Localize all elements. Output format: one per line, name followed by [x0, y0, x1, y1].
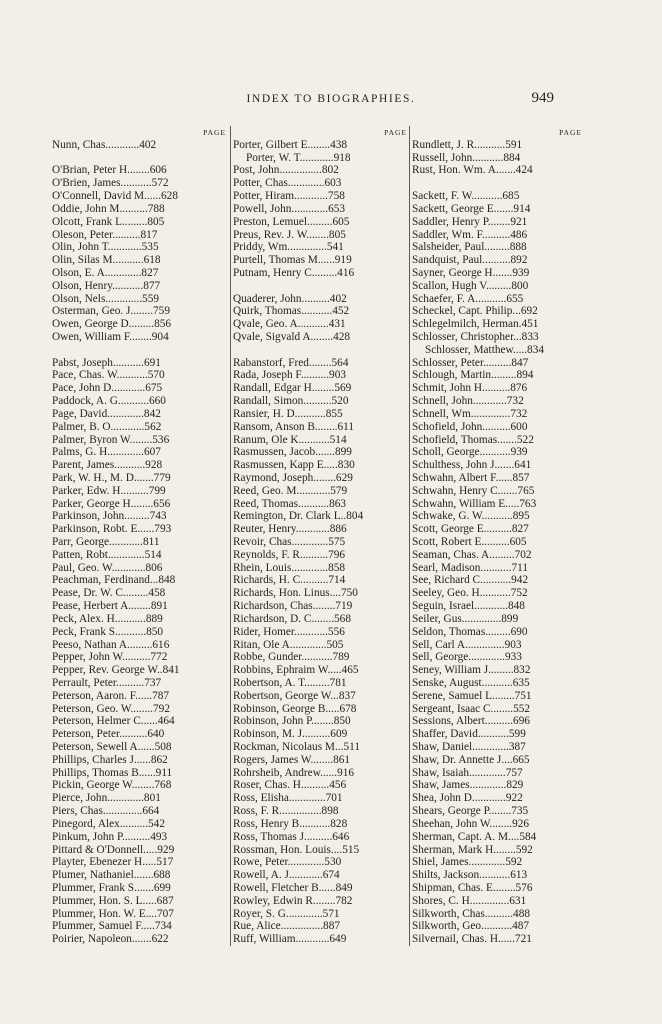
- index-entry: Scott, George E..........827: [412, 523, 529, 536]
- index-entry: Shaw, James.............829: [412, 779, 524, 792]
- index-entry: Sheehan, John W........926: [412, 817, 530, 830]
- index-entry: Pace, John D............675: [52, 382, 163, 395]
- index-entry: Schlosser, Matthew.....834: [425, 343, 544, 356]
- index-entry: Ross, Thomas J..........646: [233, 830, 350, 843]
- index-entry: Olson, Henry...........877: [52, 279, 161, 292]
- index-entry: Sherman, Capt. A. M....584: [412, 830, 537, 843]
- index-entry: Royer, S. G.............571: [233, 907, 340, 920]
- index-entry: Paddock, A. G...........660: [52, 395, 166, 408]
- index-entry: Ranum, Ole K...........514: [233, 433, 347, 446]
- index-entry: Sandquist, Paul..........892: [412, 254, 528, 267]
- index-entry: Rowell, Fletcher B......849: [233, 881, 353, 894]
- index-entry: Ritan, Ole A.............505: [233, 638, 344, 651]
- index-entry: Oleson, Peter..........817: [52, 228, 158, 241]
- index-entry: Pickin, George W........768: [52, 779, 172, 792]
- page-title: INDEX TO BIOGRAPHIES.: [246, 93, 416, 105]
- index-entry: Reed, Thomas...........863: [233, 497, 347, 510]
- index-entry: Seguin, Israel............848: [412, 600, 525, 613]
- index-entry: Schlosser, Peter..........847: [412, 356, 529, 369]
- index-entry: Schwahn, Albert F......857: [412, 471, 530, 484]
- index-entry: Quirk, Thomas...........452: [233, 305, 350, 318]
- blank-line: [52, 344, 226, 357]
- index-entry: Saddler, Henry P........921: [412, 215, 528, 228]
- index-entry: Rider, Homer............556: [233, 625, 345, 638]
- index-entry: Scheckel, Capt. Philip...692: [412, 305, 538, 318]
- index-entry: Rowley, Edwin R........782: [233, 894, 353, 907]
- index-entry: Robinson, George B.....678: [233, 702, 357, 715]
- index-entry: Robertson, George W...837: [233, 689, 356, 702]
- index-entry: Olson, Nels.............559: [52, 292, 160, 305]
- index-entry: Schlough, Martin.........894: [412, 369, 534, 382]
- index-entry: Pinkum, John P..........493: [52, 830, 168, 843]
- index-entry: Schmit, John H..........876: [412, 382, 528, 395]
- index-entry: Phillips, Thomas B......911: [52, 766, 173, 779]
- index-entry: Pepper, John W..........772: [52, 651, 168, 664]
- index-entry: Schlosser, Christopher...833: [412, 331, 539, 343]
- index-entry: Schwahn, Henry C.......765: [412, 484, 535, 497]
- index-entry: Richards, Hon. Linus....750: [233, 587, 358, 600]
- index-entry: Pease, Dr. W. C.........458: [52, 587, 166, 600]
- index-entry: Poirier, Napoleon.......622: [52, 933, 169, 946]
- index-entry: Potter, Chas.............603: [233, 177, 342, 190]
- index-entry: Scallon, Hugh V.........800: [412, 279, 529, 292]
- index-entry: Ross, Henry B...........828: [233, 817, 348, 830]
- index-entry: Parent, James...........928: [52, 459, 163, 472]
- index-entry: Parker, Edw. H..........799: [52, 484, 166, 497]
- blank-line: [233, 280, 407, 293]
- index-entry: Shaw, Daniel.............387: [412, 741, 526, 753]
- index-entry: Plumer, Nathaniel.......688: [52, 869, 171, 882]
- index-entry: Pabst, Joseph...........691: [52, 356, 161, 369]
- index-entry: Plummer, Hon. W. E....707: [52, 907, 174, 920]
- index-entry: Shipman, Chas. E........576: [412, 881, 533, 894]
- index-entry: Rasmussen, Kapp E.....830: [233, 459, 355, 472]
- index-entry: Rowe, Peter.............530: [233, 856, 342, 869]
- index-entry: Sayner, George H.......939: [412, 266, 530, 279]
- index-entry: Robinson, M. J..........609: [233, 728, 348, 741]
- index-entry: Rust, Hon. Wm. A.......424: [412, 164, 533, 177]
- index-entry: Qvale, Geo. A...........431: [233, 318, 346, 331]
- index-entry: Rowell, A. J............674: [233, 869, 340, 882]
- index-entry: Pepper, Rev. George W..841: [52, 664, 180, 677]
- index-entry: Rundlett, J. R...........591: [412, 138, 523, 151]
- index-entry: Ross, F. R...............898: [233, 805, 339, 818]
- index-entry: Schnell, John............732: [412, 395, 524, 408]
- index-entry: Osterman, Geo. J........759: [52, 305, 170, 318]
- index-entry: Plummer, Samuel F.....734: [52, 920, 172, 933]
- index-entry: Olson, E. A.............827: [52, 266, 159, 279]
- index-entry: Richardson, D. C........568: [233, 612, 351, 625]
- index-entry: Oddie, John M..........788: [52, 202, 165, 215]
- index-entry: Pittard & O'Donnell.....929: [52, 843, 175, 856]
- index-entry: Senske, August...........635: [412, 676, 530, 689]
- index-entry: Olin, Silas M...........618: [52, 254, 161, 267]
- index-entry: Schwake, G. W...........895: [412, 510, 530, 523]
- index-entry: Robertson, A. T.........781: [233, 676, 347, 689]
- index-entry: Seaman, Chas. A.........702: [412, 548, 532, 561]
- blank-line: [412, 177, 582, 190]
- index-entry: Phillips, Charles J......862: [52, 753, 168, 766]
- index-entry: Remington, Dr. Clark L..804: [233, 510, 364, 523]
- index-entry: Pinegord, Alex..........542: [52, 817, 165, 830]
- index-entry: Potter, Hiram............758: [233, 190, 345, 203]
- index-entry: Parker, George H........656: [52, 497, 171, 510]
- index-entry: Serene, Samuel L........751: [412, 689, 532, 702]
- index-entry: Playter, Ebenezer H.....517: [52, 856, 174, 869]
- index-entry: Sherman, Mark H........592: [412, 843, 533, 856]
- index-entry: Palmer, Byron W........536: [52, 433, 170, 446]
- index-column-3: [409, 126, 582, 946]
- index-entry: Porter, Gilbert E........438: [233, 138, 348, 151]
- blank-line: [233, 344, 407, 357]
- index-entry: Peachman, Ferdinand...848: [52, 574, 176, 587]
- index-entry: Reuter, Henry............886: [233, 523, 347, 536]
- index-entry: Rhein, Louis.............858: [233, 561, 346, 574]
- index-entry: Shilts, Jackson...........613: [412, 869, 528, 882]
- index-entry: Preus, Rev. J. W........805: [233, 228, 346, 241]
- index-entry: Schnell, Wm..............732: [412, 407, 528, 420]
- index-entry: Putnam, Henry C.........416: [233, 266, 355, 279]
- index-entry: Ruff, William............649: [233, 933, 347, 946]
- index-entry: Robinson, John P........850: [233, 715, 351, 728]
- index-entry: Shaw, Dr. Annette J....665: [412, 753, 530, 766]
- index-entry: Sackett, George E.......914: [412, 202, 531, 215]
- index-entry: Ransom, Anson B........611: [233, 420, 355, 433]
- index-entry: Peterson, Aaron. F......787: [52, 689, 170, 702]
- index-entry: Raymond, Joseph........629: [233, 471, 353, 484]
- index-column-1: [52, 126, 226, 946]
- index-entry: Quaderer, John..........402: [233, 292, 347, 305]
- index-entry: Reed, Geo. M............579: [233, 484, 348, 497]
- index-entry: Post, John...............802: [233, 164, 339, 177]
- index-entry: Scholl, George...........939: [412, 446, 528, 459]
- index-entry: Seiler, Gus..............899: [412, 612, 519, 625]
- index-entry: Searl, Madison...........711: [412, 561, 528, 574]
- index-entry: Rohrsheib, Andrew......916: [233, 766, 355, 779]
- index-entry: Ross, Elisha.............701: [233, 792, 343, 805]
- index-entry: Pease, Herbert A........891: [52, 600, 168, 613]
- index-entry: Purtell, Thomas M......919: [233, 254, 352, 267]
- index-entry: Shea, John D............922: [412, 792, 523, 805]
- index-entry: Roser, Chas. H..........456: [233, 779, 347, 792]
- index-entry: Park, W. H., M. D.......779: [52, 471, 171, 484]
- column-page-label: PAGE: [203, 128, 226, 137]
- index-entry: Rabanstorf, Fred........564: [233, 356, 349, 369]
- index-entry: Seney, William J.........832: [412, 664, 531, 677]
- index-entry: Schofield, Thomas.......522: [412, 433, 534, 446]
- index-entry: Owen, William F........904: [52, 331, 169, 343]
- index-entry: Russell, John...........884: [412, 151, 521, 164]
- index-entry: Reynolds, F. R..........796: [233, 548, 346, 561]
- index-entry: Parr, George............811: [52, 536, 160, 548]
- index-entry: Richardson, Chas........719: [233, 600, 353, 613]
- index-entry: Shaw, Isaiah.............757: [412, 766, 523, 779]
- index-entry: Rue, Alice...............887: [233, 920, 340, 933]
- index-entry: Nunn, Chas............402: [52, 138, 157, 151]
- page-number: 949: [531, 90, 554, 106]
- index-entry: Rasmussen, Jacob.......899: [233, 446, 352, 459]
- index-entry: Qvale, Sigvald A........428: [233, 331, 351, 343]
- index-entry: Parkinson, Robt. E......793: [52, 523, 172, 536]
- index-entry: Rossman, Hon. Louis....515: [233, 843, 360, 856]
- index-entry: Powell, John.............653: [233, 202, 346, 215]
- index-entry: Shears, George P........735: [412, 805, 529, 818]
- index-entry: Patten, Robt.............514: [52, 548, 162, 561]
- index-entry: Plummer, Frank S.......699: [52, 881, 171, 894]
- index-entry: Peck, Frank S...........850: [52, 625, 164, 638]
- index-entry: Sessions, Albert..........696: [412, 715, 530, 728]
- index-entry: Parkinson, John.........743: [52, 510, 167, 523]
- index-entry: Page, David.............842: [52, 407, 161, 420]
- index-entry: Ransier, H. D...........855: [233, 407, 343, 420]
- index-entry: Porter, W. T............918: [246, 151, 351, 164]
- index-entry: Peterson, Peter..........640: [52, 728, 165, 741]
- index-entry: Sell, Carl A..............903: [412, 638, 522, 651]
- column-page-label: PAGE: [384, 128, 407, 137]
- index-entry: Randall, Simon..........520: [233, 395, 349, 408]
- index-entry: Robbe, Gunder...........789: [233, 651, 350, 664]
- index-entry: Olcott, Frank L.........805: [52, 215, 165, 228]
- index-entry: Salsheider, Paul.........888: [412, 241, 527, 254]
- index-entry: Palmer, B. O............562: [52, 420, 162, 433]
- index-entry: Rada, Joseph F..........903: [233, 369, 347, 382]
- index-entry: Robbins, Ephraim W.....465: [233, 664, 359, 677]
- index-entry: Scott, Robert E..........605: [412, 536, 527, 548]
- index-entry: Seldon, Thomas.........690: [412, 625, 528, 638]
- index-entry: Peterson, Helmer C......464: [52, 715, 175, 728]
- index-entry: Plummer, Hon. S. L.....687: [52, 894, 174, 907]
- index-entry: Peterson, Geo. W........792: [52, 702, 170, 715]
- index-entry: Silkworth, Geo...........487: [412, 920, 530, 933]
- index-entry: Owen, George D.........856: [52, 318, 172, 331]
- index-entry: Richards, H. C..........714: [233, 574, 346, 587]
- index-entry: Randall, Edgar H........569: [233, 382, 352, 395]
- index-entry: Rogers, James W........861: [233, 753, 351, 766]
- index-entry: Rockman, Nicolaus M...511: [233, 741, 360, 753]
- index-entry: O'Brien, James...........572: [52, 177, 169, 190]
- index-entry: Schofield, John..........600: [412, 420, 528, 433]
- index-entry: Shaffer, David...........599: [412, 728, 526, 741]
- index-entry: O'Brian, Peter H........606: [52, 164, 167, 177]
- index-entry: Peck, Alex. H...........889: [52, 612, 163, 625]
- index-entry: Paul, Geo. W............806: [52, 561, 163, 574]
- index-entry: Saddler, Wm. F..........486: [412, 228, 528, 241]
- index-entry: Silvernail, Chas. H......721: [412, 933, 532, 946]
- index-entry: Sell, George.............933: [412, 651, 522, 664]
- index-entry: Pace, Chas. W...........570: [52, 369, 165, 382]
- index-entry: Schaefer, F. A...........655: [412, 292, 524, 305]
- index-entry: Schulthess, John J.......641: [412, 459, 532, 472]
- index-entry: Schwahn, William E.....763: [412, 497, 537, 510]
- index-entry: Piers, Chas..............664: [52, 805, 160, 818]
- index-entry: See, Richard C...........942: [412, 574, 529, 587]
- index-entry: Olin, John T............535: [52, 241, 159, 254]
- index-entry: Priddy, Wm..............541: [233, 241, 344, 254]
- index-entry: Peterson, Sewell A......508: [52, 741, 172, 753]
- index-entry: Shores, C. H..............631: [412, 894, 527, 907]
- index-column-2: [230, 126, 407, 946]
- index-entry: O'Connell, David M......628: [52, 190, 178, 203]
- page-header: [0, 90, 662, 113]
- index-entry: Perrault, Peter..........737: [52, 676, 162, 689]
- index-entry: Seeley, Geo. H...........752: [412, 587, 528, 600]
- index-entry: Peeso, Nathan A.........616: [52, 638, 170, 651]
- index-entry: Palms, G. H.............607: [52, 446, 161, 459]
- column-page-label: PAGE: [559, 128, 582, 137]
- index-entry: Sergeant, Isaac C........552: [412, 702, 531, 715]
- index-entry: Schlegelmilch, Herman.451: [412, 318, 539, 331]
- index-entry: Revoir, Chas.............575: [233, 536, 346, 548]
- blank-line: [52, 152, 226, 165]
- index-entry: Shiel, James.............592: [412, 856, 523, 869]
- index-entry: Silkworth, Chas..........488: [412, 907, 530, 920]
- index-entry: Preston, Lemuel.........605: [233, 215, 350, 228]
- index-entry: Sackett, F. W...........685: [412, 190, 520, 203]
- index-entry: Pierce, John.............801: [52, 792, 161, 805]
